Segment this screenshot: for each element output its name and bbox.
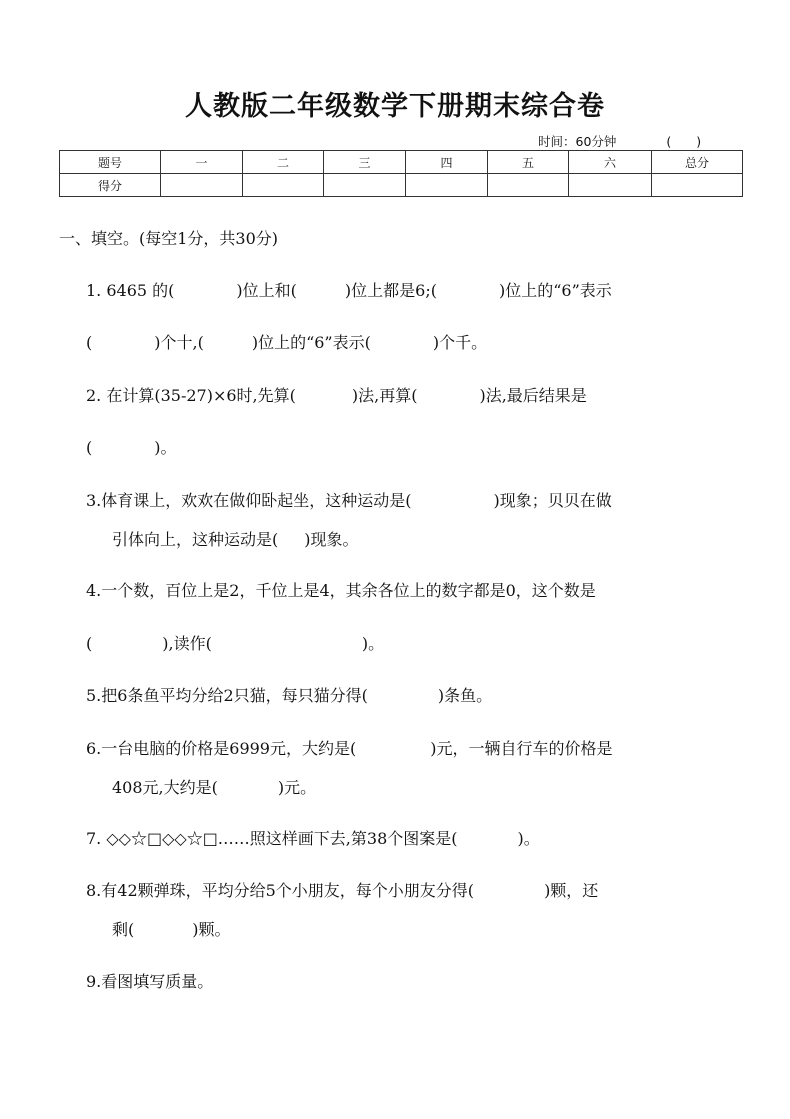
question-2-line-2 xyxy=(86,435,177,458)
question-text: )法,最后结果是 xyxy=(479,386,587,405)
question-text: ),读作( xyxy=(162,634,212,653)
question-text: ( xyxy=(86,634,93,653)
question-text: )颗。 xyxy=(192,920,231,939)
question-text: )个十,( xyxy=(154,333,204,352)
score-input-cell xyxy=(569,174,652,197)
question-text: )现象；贝贝在做 xyxy=(493,491,612,510)
question-text: 2. 在计算(35-27)×6时,先算( xyxy=(86,386,296,405)
question-text: 5.把6条鱼平均分给2只猫，每只猫分得( xyxy=(86,686,368,705)
question-1-line-1 xyxy=(86,278,612,301)
section-heading: 一、填空。(每空1分，共30分) xyxy=(59,229,279,248)
page-title: 人教版二年级数学下册期末综合卷 xyxy=(185,91,605,122)
question-1-line-2 xyxy=(86,330,487,353)
question-7 xyxy=(86,826,540,849)
question-9: 9.看图填写质量。 xyxy=(86,972,214,991)
question-3-line-2 xyxy=(112,527,359,550)
question-text: ( xyxy=(86,438,93,457)
question-6-line-2 xyxy=(112,775,316,798)
score-input-cell xyxy=(324,174,406,197)
score-input-cell xyxy=(652,174,743,197)
question-text: )元，一辆自行车的价格是 xyxy=(430,739,613,758)
time-label: 时间：60分钟 xyxy=(538,134,617,149)
score-table-score-row xyxy=(60,174,743,197)
question-2-line-1 xyxy=(86,383,587,406)
question-text: )条鱼。 xyxy=(437,686,493,705)
score-input-cell xyxy=(488,174,569,197)
question-text: )个千。 xyxy=(432,333,488,352)
question-text: )现象。 xyxy=(304,530,359,549)
score-input-cell xyxy=(161,174,243,197)
question-text: )位上的“6”表示 xyxy=(498,281,612,300)
question-5 xyxy=(86,683,492,706)
question-text: 1. 6465 的( xyxy=(86,281,175,300)
question-text: )元。 xyxy=(277,778,317,797)
question-6-line-1 xyxy=(86,736,612,759)
score-cell: 五 xyxy=(488,151,569,174)
question-text: )。 xyxy=(154,438,177,457)
question-text: )法,再算( xyxy=(351,386,418,405)
question-text: 7. ◇◇☆□◇◇☆□……照这样画下去,第38个图案是( xyxy=(86,829,458,848)
question-text: 408元,大约是( xyxy=(112,778,218,797)
question-text: 引体向上，这种运动是( xyxy=(112,530,279,549)
score-cell: 一 xyxy=(161,151,243,174)
question-text: 剩( xyxy=(112,920,135,939)
question-text: )位上都是6;( xyxy=(344,281,437,300)
score-table-header-row xyxy=(60,151,743,174)
score-table xyxy=(59,150,743,197)
question-8-line-2 xyxy=(112,917,231,940)
question-8-line-1 xyxy=(86,878,598,901)
question-text: 8.有42颗弹珠，平均分给5个小朋友，每个小朋友分得( xyxy=(86,881,475,900)
score-cell: 二 xyxy=(243,151,324,174)
question-text: )颗，还 xyxy=(544,881,599,900)
question-text: )。 xyxy=(361,634,385,653)
question-4-line-1: 4.一个数，百位上是2，千位上是4，其余各位上的数字都是0，这个数是 xyxy=(86,581,596,600)
question-3-line-1 xyxy=(86,488,612,511)
question-text: 6.一台电脑的价格是6999元，大约是( xyxy=(86,739,357,758)
score-cell: 总分 xyxy=(652,151,743,174)
score-paren: ( ) xyxy=(666,134,702,149)
time-info xyxy=(538,132,701,150)
score-cell: 题号 xyxy=(60,151,161,174)
question-text: )位上的“6”表示( xyxy=(251,333,371,352)
question-text: ( xyxy=(86,333,93,352)
question-text: )。 xyxy=(517,829,540,848)
score-cell: 得分 xyxy=(60,174,161,197)
score-cell: 三 xyxy=(324,151,406,174)
score-input-cell xyxy=(243,174,324,197)
question-text: 3.体育课上，欢欢在做仰卧起坐，这种运动是( xyxy=(86,491,412,510)
score-cell: 六 xyxy=(569,151,652,174)
question-4-line-2 xyxy=(86,631,384,654)
score-input-cell xyxy=(406,174,488,197)
score-cell: 四 xyxy=(406,151,488,174)
question-text: )位上和( xyxy=(236,281,297,300)
